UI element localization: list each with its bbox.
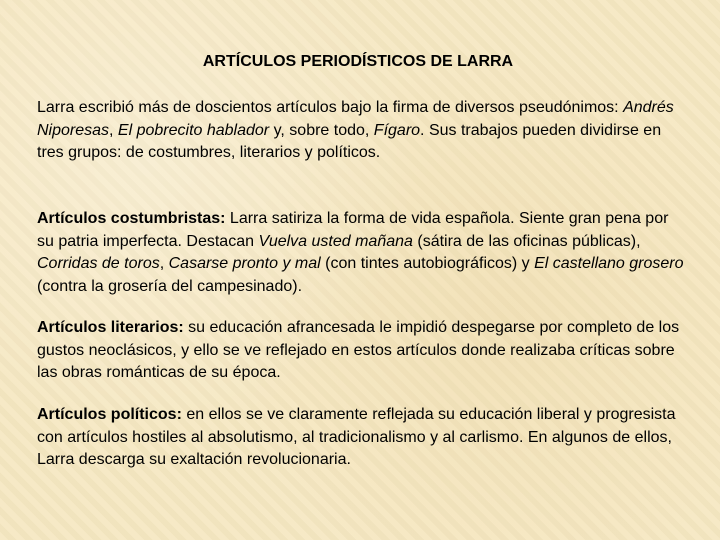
intro-text-1: Larra escribió más de doscientos artículos bajo la firma de diversos pseudónimos:	[37, 99, 624, 116]
title-casarse-pronto-y-mal: Casarse pronto y mal	[168, 255, 321, 272]
literarios-paragraph	[37, 317, 687, 385]
costumbristas-paragraph	[37, 208, 687, 298]
title-vuelva-usted-manana: Vuelva usted mañana	[258, 232, 413, 250]
pseudonym-andres-niporesas: Andrés Niporesas	[37, 99, 674, 139]
politicos-text: en ellos se ve claramente reflejada su educación liberal y progresista con artículos hostiles al absolutismo, al tradicionalismo y al carlismo. En algunos de ellos, Larra descarga su exaltación revolucionaria.	[37, 406, 676, 468]
costumbristas-heading: Artículos costumbristas:	[37, 210, 226, 227]
politicos-paragraph	[37, 404, 687, 472]
literarios-heading: Artículos literarios:	[37, 319, 184, 336]
title-corridas-de-toros: Corridas de toros	[37, 255, 160, 272]
title-el-castellano-grosero: El castellano grosero	[534, 255, 684, 272]
page-title: ARTÍCULOS PERIODÍSTICOS DE LARRA	[202, 53, 514, 70]
costumbristas-text-2: (sátira de las oficinas públicas),	[412, 232, 641, 250]
intro-text-3: y, sobre todo,	[269, 121, 374, 139]
literarios-text: su educación afrancesada le impidió despegarse por completo de los gustos neoclásicos, y ello se ve reflejado en estos artículos donde realizaba críticas sobre las obras románticas de su época.	[37, 319, 680, 381]
intro-paragraph	[37, 97, 687, 165]
politicos-heading: Artículos políticos:	[37, 406, 182, 423]
intro-text-2: ,	[109, 121, 118, 139]
costumbristas-text-3: ,	[159, 255, 169, 272]
pseudonym-figaro: Fígaro	[373, 121, 421, 139]
costumbristas-text-4: (con tintes autobiográficos) y	[320, 255, 535, 272]
pseudonym-el-pobrecito-hablador: El pobrecito hablador	[117, 121, 270, 139]
costumbristas-text-1: Larra satiriza la forma de vida española. Siente gran pena por su patria imperfecta. Destacan	[37, 210, 669, 250]
costumbristas-text-5: (contra la grosería del campesinado).	[37, 277, 303, 295]
intro-text-4: . Sus trabajos pueden dividirse en tres grupos: de costumbres, literarios y políticos.	[37, 121, 662, 161]
